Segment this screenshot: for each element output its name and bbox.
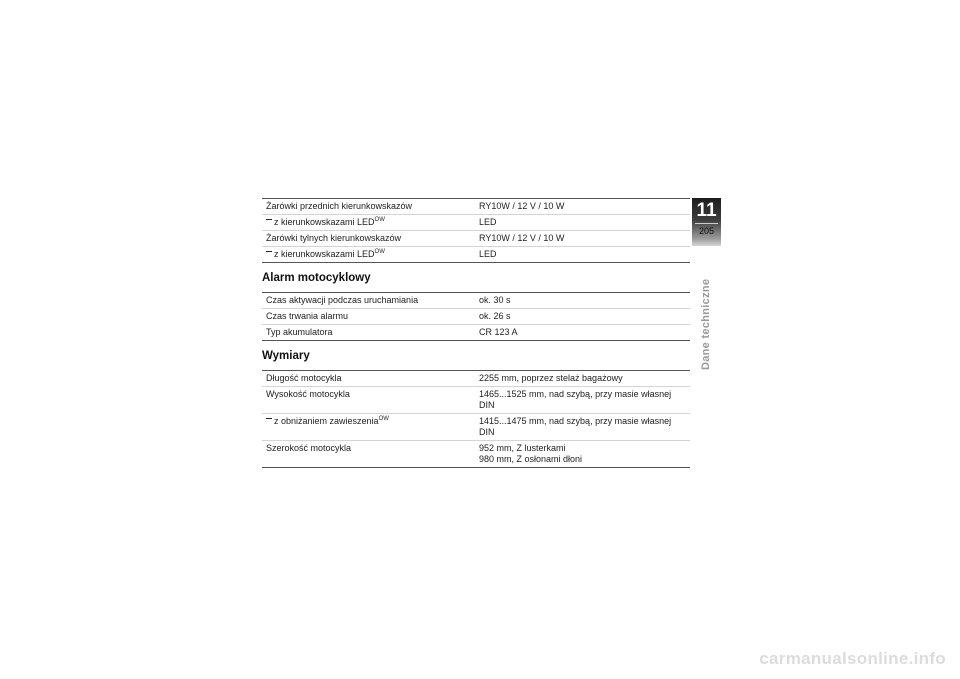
row-label-cell: [262, 247, 475, 263]
row-value: 2255 mm, poprzez stelaż bagażowy: [475, 371, 690, 387]
dash-icon: [266, 418, 272, 419]
table-row: [262, 231, 690, 247]
row-label-cell: [262, 215, 475, 231]
chapter-number: 11: [696, 200, 717, 221]
row-value: ok. 30 s: [475, 293, 690, 309]
row-label: z kierunkowskazami LED: [274, 249, 375, 259]
table-row: [262, 309, 690, 325]
divider: [695, 223, 718, 224]
row-value: LED: [475, 215, 690, 231]
table-row: [262, 293, 690, 309]
dash-icon: [266, 219, 272, 220]
row-label: z kierunkowskazami LED: [274, 217, 375, 227]
row-value-cell: [475, 414, 690, 441]
dash-icon: [266, 251, 272, 252]
row-label-cell: [262, 414, 475, 441]
table-row: [262, 199, 690, 215]
row-label: Czas trwania alarmu: [262, 309, 475, 325]
table-row: [262, 371, 690, 387]
dimensions-heading: Wymiary: [262, 350, 310, 362]
row-value-line: DIN: [479, 400, 495, 410]
table-row: [262, 441, 690, 468]
spec-content: [262, 198, 690, 468]
row-value-line: DIN: [479, 427, 495, 437]
row-value-line: 1415...1475 mm, nad szybą, przy masie własnej: [479, 416, 672, 426]
row-value: ok. 26 s: [475, 309, 690, 325]
row-value-line: 952 mm, Z lusterkami: [479, 443, 566, 453]
table-row: [262, 325, 690, 341]
optional-equipment-mark: OW: [374, 217, 385, 223]
bulbs-table: [262, 198, 690, 263]
row-value-cell: [475, 387, 690, 414]
row-label: Żarówki tylnych kierunkowskazów: [262, 231, 475, 247]
row-label: Szerokość motocykla: [262, 441, 475, 468]
optional-equipment-mark: OW: [374, 249, 385, 255]
row-value: CR 123 A: [475, 325, 690, 341]
row-value: LED: [475, 247, 690, 263]
row-label: Typ akumulatora: [262, 325, 475, 341]
table-row: [262, 215, 690, 231]
row-value-line: 980 mm, Z osłonami dłoni: [479, 454, 583, 464]
table-row: [262, 414, 690, 441]
row-label: Długość motocykla: [262, 371, 475, 387]
page-number: 205: [698, 226, 715, 236]
row-value: RY10W / 12 V / 10 W: [475, 199, 690, 215]
watermark: carmanualsonline.info: [759, 649, 946, 668]
row-value-line: 1465...1525 mm, nad szybą, przy masie własnej: [479, 389, 672, 399]
row-value: RY10W / 12 V / 10 W: [475, 231, 690, 247]
row-value-cell: [475, 441, 690, 468]
row-label: z obniżaniem zawieszenia: [274, 416, 379, 426]
table-row: [262, 387, 690, 414]
row-label: Czas aktywacji podczas uruchamiania: [262, 293, 475, 309]
chapter-tab: [692, 198, 721, 246]
dimensions-table: [262, 370, 690, 468]
table-row: [262, 247, 690, 263]
alarm-heading: Alarm motocyklowy: [262, 272, 371, 284]
row-label: Żarówki przednich kierunkowskazów: [262, 199, 475, 215]
alarm-table: [262, 292, 690, 341]
row-label: Wysokość motocykla: [262, 387, 475, 414]
side-chapter-title: Dane techniczne: [700, 278, 712, 370]
optional-equipment-mark: OW: [378, 416, 389, 422]
